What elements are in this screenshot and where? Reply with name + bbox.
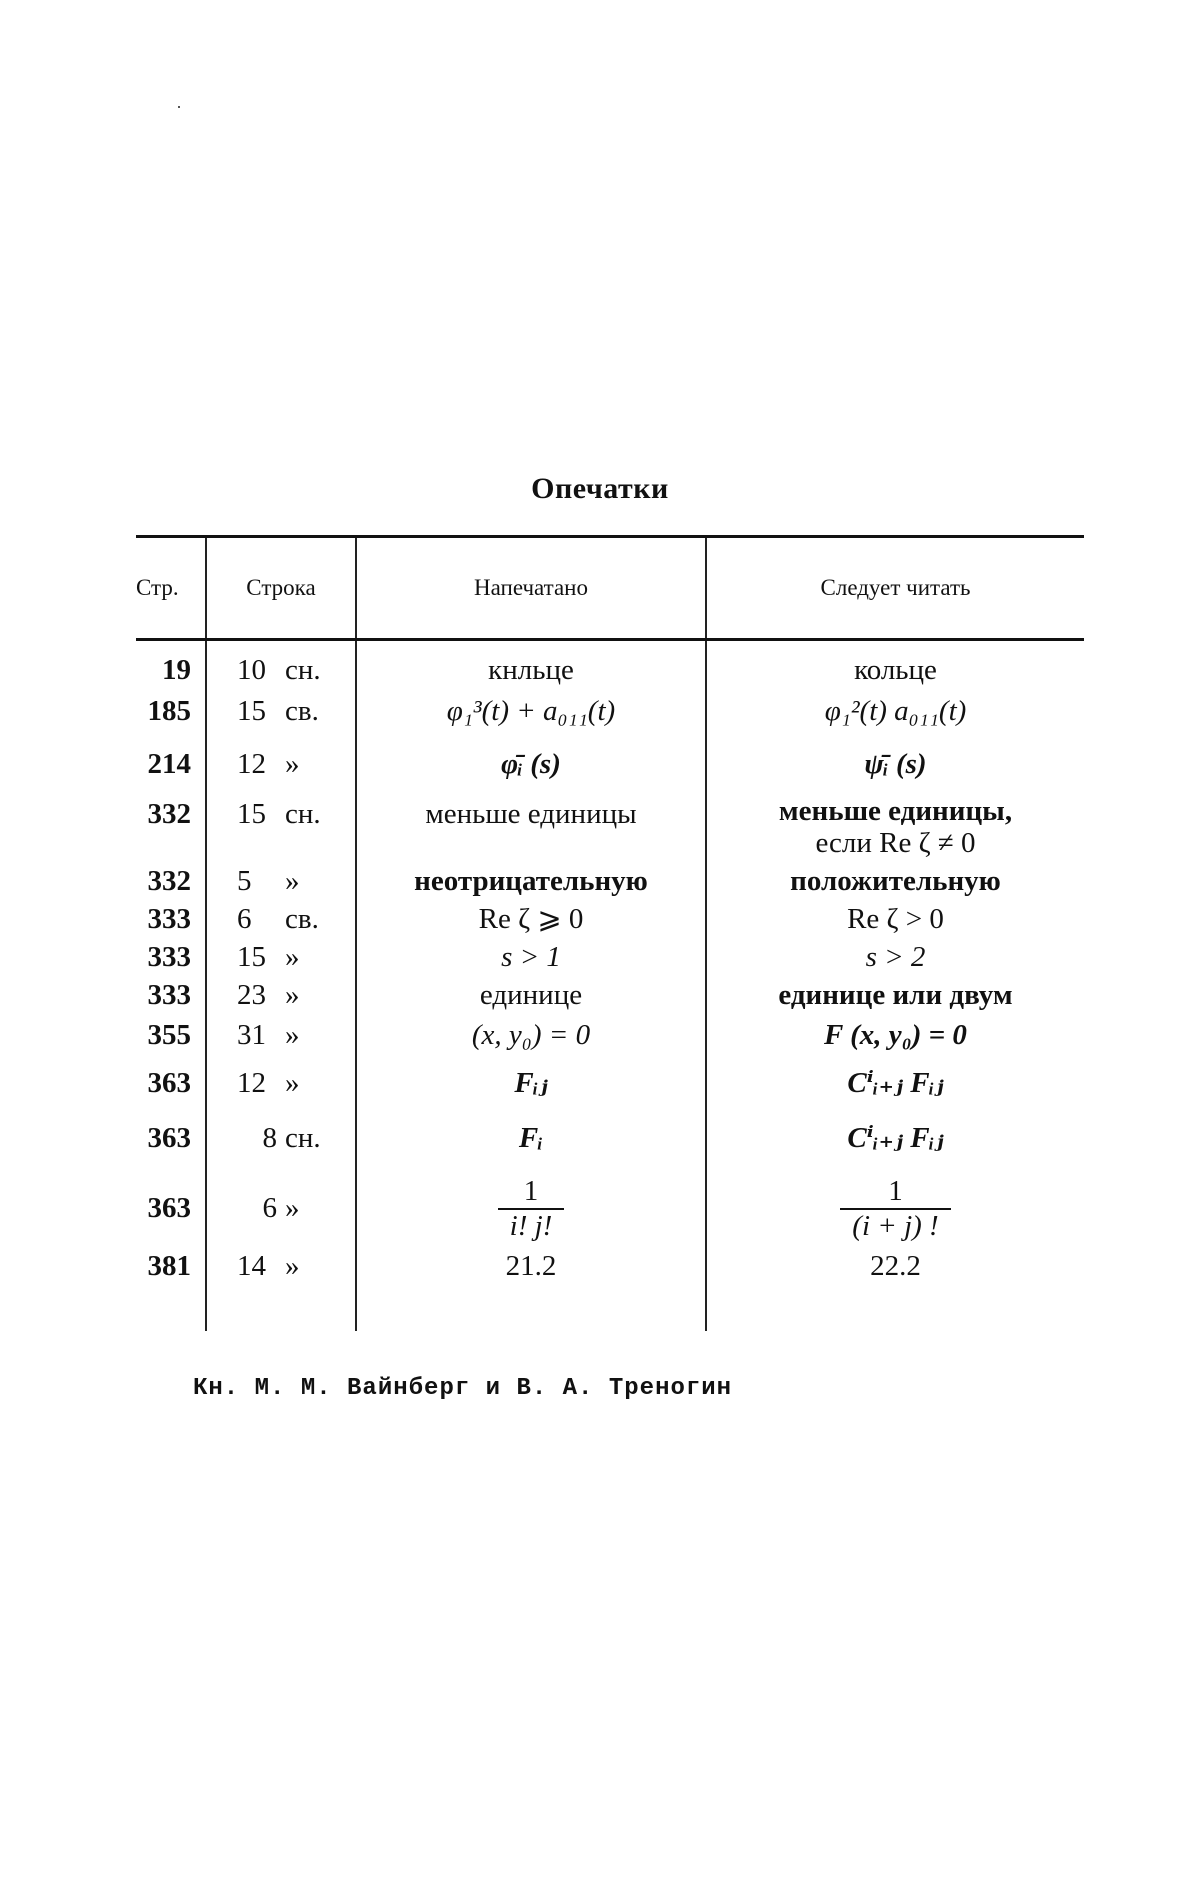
errata-table: [136, 535, 1084, 1331]
fraction-denominator: i! j!: [509, 1209, 553, 1242]
table-row: [136, 1167, 1084, 1251]
line-mark: св.: [285, 902, 319, 935]
row-correct: Cⁱᵢ₊ⱼ Fᵢⱼ: [706, 1057, 1084, 1111]
row-printed: Re ζ ⩾ 0: [356, 901, 706, 939]
row-printed: Fᵢ: [356, 1111, 706, 1167]
row-line: [206, 1251, 356, 1331]
fraction-numerator: 1: [498, 1175, 565, 1210]
table-row: [136, 737, 1084, 793]
table-row: [136, 863, 1084, 901]
table-row: [136, 1111, 1084, 1167]
errata-table-header: [136, 537, 1084, 640]
row-line: [206, 687, 356, 737]
row-correct: единице или двум: [706, 977, 1084, 1015]
table-row: [136, 939, 1084, 977]
row-page: 333: [147, 940, 191, 973]
line-number: 14: [237, 1249, 266, 1282]
line-mark: »: [285, 747, 300, 780]
table-row: [136, 793, 1084, 863]
row-line: [206, 793, 356, 863]
row-page: 332: [147, 864, 191, 897]
row-correct: ψ̄ᵢ (s): [706, 737, 1084, 793]
row-page: 214: [147, 747, 191, 780]
row-correct: [706, 1167, 1084, 1251]
row-page: 363: [147, 1191, 191, 1224]
row-page: 363: [147, 1066, 191, 1099]
header-printed: Напечатано: [356, 537, 706, 640]
line-number: 23: [237, 978, 266, 1011]
fraction-denominator: (i + j) !: [852, 1209, 939, 1242]
correct-line-1: меньше единицы,: [778, 795, 1013, 827]
line-mark: сн.: [285, 797, 321, 830]
table-row: [136, 1057, 1084, 1111]
print-signature: Кн. М. М. Вайнберг и В. А. Треногин: [193, 1375, 733, 1402]
line-mark: св.: [285, 694, 319, 727]
row-printed: (x, y₀) = 0: [356, 1015, 706, 1057]
line-mark: »: [285, 940, 300, 973]
row-page: 381: [147, 1249, 191, 1282]
row-correct: Cⁱᵢ₊ⱼ Fᵢⱼ: [706, 1111, 1084, 1167]
row-correct: 22.2: [706, 1251, 1084, 1331]
table-row: [136, 901, 1084, 939]
row-correct: положительную: [706, 863, 1084, 901]
row-correct: φ₁²(t) a₀₁₁(t): [706, 687, 1084, 737]
line-mark: сн.: [285, 1121, 321, 1154]
table-row: [136, 687, 1084, 737]
row-line: [206, 737, 356, 793]
line-number: 15: [237, 797, 266, 830]
line-number: 12: [237, 1066, 266, 1099]
row-page: 363: [147, 1121, 191, 1154]
row-printed: неотрицательную: [356, 863, 706, 901]
line-number: 15: [237, 694, 266, 727]
row-correct: [706, 793, 1084, 863]
line-mark: »: [285, 1066, 300, 1099]
row-line: [206, 1167, 356, 1251]
line-mark: сн.: [285, 654, 321, 686]
row-line: [206, 977, 356, 1015]
line-number: 6: [237, 902, 252, 935]
printed-fraction: [498, 1175, 565, 1244]
row-line: [206, 901, 356, 939]
row-line: [206, 863, 356, 901]
row-correct: s > 2: [706, 939, 1084, 977]
line-number: 15: [237, 940, 266, 973]
row-page: 185: [147, 694, 191, 727]
row-page: 333: [147, 902, 191, 935]
table-row: [136, 640, 1084, 687]
row-line: [206, 1111, 356, 1167]
row-page: 332: [147, 797, 191, 830]
header-correct: Следует читать: [706, 537, 1084, 640]
row-printed: меньше единицы: [356, 793, 706, 863]
header-line: Строка: [206, 537, 356, 640]
table-row: [136, 977, 1084, 1015]
row-printed: φ̄ᵢ (s): [356, 737, 706, 793]
row-line: [206, 640, 356, 687]
row-page: 355: [147, 1018, 191, 1051]
row-line: [206, 1015, 356, 1057]
row-printed: 21.2: [356, 1251, 706, 1331]
row-page: 333: [147, 978, 191, 1011]
line-mark: »: [285, 1249, 300, 1282]
line-number: 8: [262, 1121, 277, 1154]
row-printed: Fᵢⱼ: [356, 1057, 706, 1111]
row-line: [206, 1057, 356, 1111]
row-correct: Re ζ > 0: [706, 901, 1084, 939]
correct-line-2: если Re ζ ≠ 0: [815, 826, 976, 859]
line-number: 6: [262, 1191, 277, 1224]
scan-speck: [178, 106, 180, 108]
row-line: [206, 939, 356, 977]
line-number: 31: [237, 1018, 266, 1051]
row-correct: F (x, y₀) = 0: [706, 1015, 1084, 1057]
row-printed: s > 1: [356, 939, 706, 977]
row-printed: [356, 1167, 706, 1251]
correct-fraction: [840, 1175, 950, 1244]
row-printed: φ₁³(t) + a₀₁₁(t): [356, 687, 706, 737]
line-mark: »: [285, 978, 300, 1011]
row-correct: кольце: [706, 640, 1084, 687]
line-number: 10: [237, 654, 266, 686]
table-row: [136, 1015, 1084, 1057]
header-page: Стр.: [136, 537, 206, 640]
line-mark: »: [285, 864, 300, 897]
errata-table-body: [136, 640, 1084, 1331]
row-printed: единице: [356, 977, 706, 1015]
table-row: [136, 1251, 1084, 1331]
row-printed: кнльце: [356, 640, 706, 687]
line-mark: »: [285, 1191, 300, 1224]
line-number: 5: [237, 864, 252, 897]
line-mark: »: [285, 1018, 300, 1051]
row-page: 19: [162, 654, 191, 686]
line-number: 12: [237, 747, 266, 780]
page-title: Опечатки: [531, 472, 669, 505]
fraction-numerator: 1: [840, 1175, 950, 1210]
